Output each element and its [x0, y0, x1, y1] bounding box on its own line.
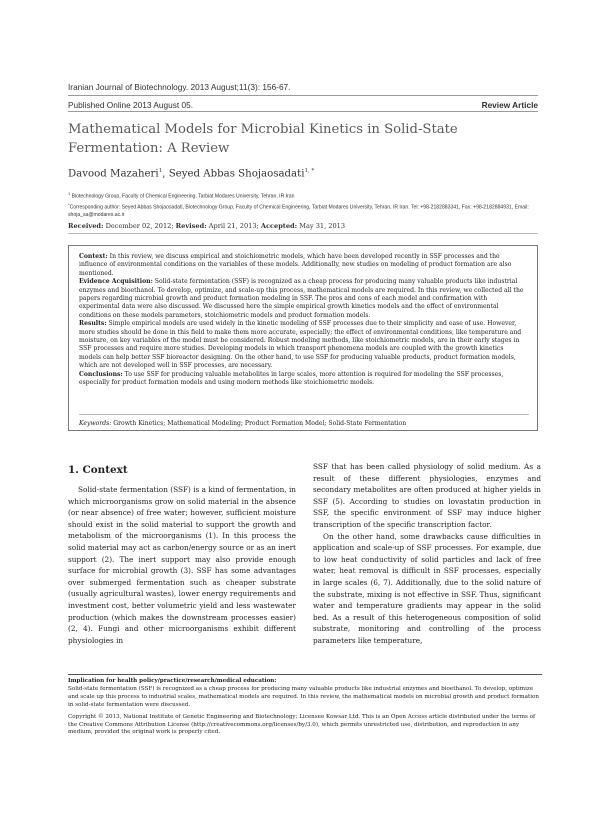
keywords-text: Growth Kinetics; Mathematical Modeling; Product Formation Model; Solid-State Fermentation — [111, 420, 407, 427]
abstract-results-text: Simple empirical models are used widely in the kinetic modeling of SSF processes due to their simplicity and ease of use. However, more studies should be done in this field to make them more accurate, especially; the effect of environmental conditions, like temperature and moisture, on key variables of the model must be considered. Robust modeling methods, like stoichiometric models, are in their early stages in SSF processes and require more studies. Developing models in which transport phenomena models are coupled with the growth kinetics models can help better SSF bioreactor designing. On the other hand, to use SSF for producing valuable products, product formation models, which are not developed well in SSF processes, are necessary. — [79, 320, 522, 370]
accepted-date: May 31, 2013 — [297, 222, 346, 230]
abstract-context-text: In this review, we discuss empirical and stoichiometric models, which have been developed recently in SSF processes and the influence of environmental conditions on the variables of these models. Additionally, new studies on modeling of product formation are also mentioned. — [79, 253, 512, 277]
abstract-box — [68, 245, 538, 431]
header-divider — [68, 111, 538, 112]
footer-box — [68, 674, 542, 737]
implication-text: Solid-state fermentation (SSF) is recognized as a cheap process for producing many valuable products like industrial enzymes and bioethanol. To develop, optimize and scale up this process to industrial scales, mathematical models are required. In this review, the mathematical models on microbial growth and product formation in solid-state fermentation were discussed. — [68, 685, 539, 708]
body-column-right — [313, 461, 541, 647]
author-name: Davood Mazaheri — [68, 168, 159, 180]
revised-label: Revised: — [175, 222, 207, 230]
copyright-notice: Copyright © 2013, National Institute of Genetic Engineering and Biotechnology; Licensee Kowsar Ltd. This is an Open Access article distributed under the terms of the Creative Commons Attribution License (http://creativecommons.org/licenses/by/3.0), which permits unrestricted use, distribution, and reproduction in any medium, provided the original work is properly cited. — [68, 713, 536, 736]
body-paragraph: SSF that has been called physiology of solid medium. As a result of these different physiologies, enzymes and secondary metabolites are often produced at higher yields in SSF (5). According to studies on lovastatin production in SSF, the specific environment of SSF may induce higher transcription of the specific transcription factor. — [313, 462, 541, 529]
journal-citation: Iranian Journal of Biotechnology. 2013 August;11(3): 156-67. — [68, 82, 538, 96]
corresponding-author-text: Corresponding author: Seyed Abbas Shojaosadati, Biotechnology Group, Faculty of Chemical Engineering, Tarbiat Modares University, Tehran, IR Iran. Tel: +98-2182883341, Fax: +98-2182884931, Email: shoja_sa@modares.ac.ir — [68, 204, 529, 219]
accepted-label: Accepted: — [260, 222, 298, 230]
body-paragraph: On the other hand, some drawbacks cause difficulties in application and scale-up of SSF processes. For example, due to low heat conductivity of solid particles and lack of free water, heat removal is difficult in SSF processes, especially in large scales (6, 7). Additionally, due to the solid nature of the substrate, mixing is not effective in SSF. Thus, significant water and temperature gradients may appear in the solid bed. As a result of this heterogeneous composition of solid substrate, monitoring and controlling of the process parameters like temperature, — [313, 531, 541, 645]
abstract-conclusions — [79, 371, 527, 388]
article-title: Mathematical Models for Microbial Kinetics in Solid-State Fermentation: A Review — [68, 122, 458, 156]
published-online-date: Published Online 2013 August 05. — [68, 100, 194, 110]
author-list — [68, 168, 538, 179]
received-date: December 02, 2012; — [103, 222, 176, 230]
received-label: Received: — [68, 222, 104, 230]
abstract-evidence-label: Evidence Acquisition: — [79, 278, 153, 286]
keywords-label: Keywords: — [79, 420, 112, 427]
affiliation-mark: 1 — [68, 191, 71, 196]
corresponding-author — [68, 201, 542, 220]
implication-heading: Implication for health policy/practice/research/medical education: — [68, 678, 277, 684]
article-dates — [68, 222, 538, 234]
corresponding-mark: * — [68, 202, 70, 207]
revised-date: April 21, 2013; — [206, 222, 261, 230]
author-affiliation-mark: 1, * — [304, 168, 315, 174]
affiliation — [68, 190, 542, 201]
section-heading: 1. Context — [68, 464, 128, 476]
article-type: Review Article — [481, 100, 538, 110]
body-paragraph: Solid-state fermentation (SSF) is a kind of fermentation, in which microorganisms grow on solid material in the absence (or near absence) of free water; however, sufficient moisture should exist in the solid material to support the growth and metabolism of the microorganisms (1). In this process the solid material may act as carbon/energy source or as an inert support (2). The inert support may also provide enough surface for microbial growth (3). SSF has some advantages over submerged fermentation such as cheaper substrate (usually agricultural wastes), lower energy requirements and investment cost, better volumetric yield and less wastewater production (which makes the downstream processes easier) (2, 4). Fungi and other microorganisms exhibit different physiologies in — [68, 485, 296, 645]
author-separator: , — [162, 168, 169, 180]
author-affiliation-mark: 1 — [158, 168, 163, 174]
abstract-conclusions-text: To use SSF for producing valuable metabolites in large scales, more attention is required for modeling the SSF processes, especially for product formation models and using modern methods like stoichiometric models. — [79, 370, 504, 387]
abstract-evidence — [79, 278, 527, 320]
affiliation-text: Biotechnology Group, Faculty of Chemical Engineering, Tarbiat Modares University, Tehran, IR Iran — [70, 193, 295, 200]
author-name: Seyed Abbas Shojaosadati — [168, 168, 305, 180]
abstract-results-label: Results: — [79, 320, 107, 328]
publication-row — [68, 100, 538, 110]
body-column-left — [68, 464, 296, 646]
abstract-context-label: Context: — [79, 253, 108, 260]
keywords — [79, 414, 529, 428]
abstract-conclusions-label: Conclusions: — [79, 370, 123, 378]
abstract-context — [79, 253, 527, 278]
abstract-results — [79, 320, 527, 370]
abstract-evidence-text: Solid-state fermentation (SSF) is recognized as a cheap process for producing many valuable products like industrial enzymes and bioethanol. To develop, optimize, and scale-up this process, mathematical models are required. In this review, we collected all the papers regarding microbial growth and product formation modeling in SSF. The pros and cons of each model and confirmation with experimental data were also discussed. We discussed here the simple empirical growth kinetics models and the effect of environmental conditions on these models parameters, stoichiometric models and product formation models. — [79, 278, 524, 319]
